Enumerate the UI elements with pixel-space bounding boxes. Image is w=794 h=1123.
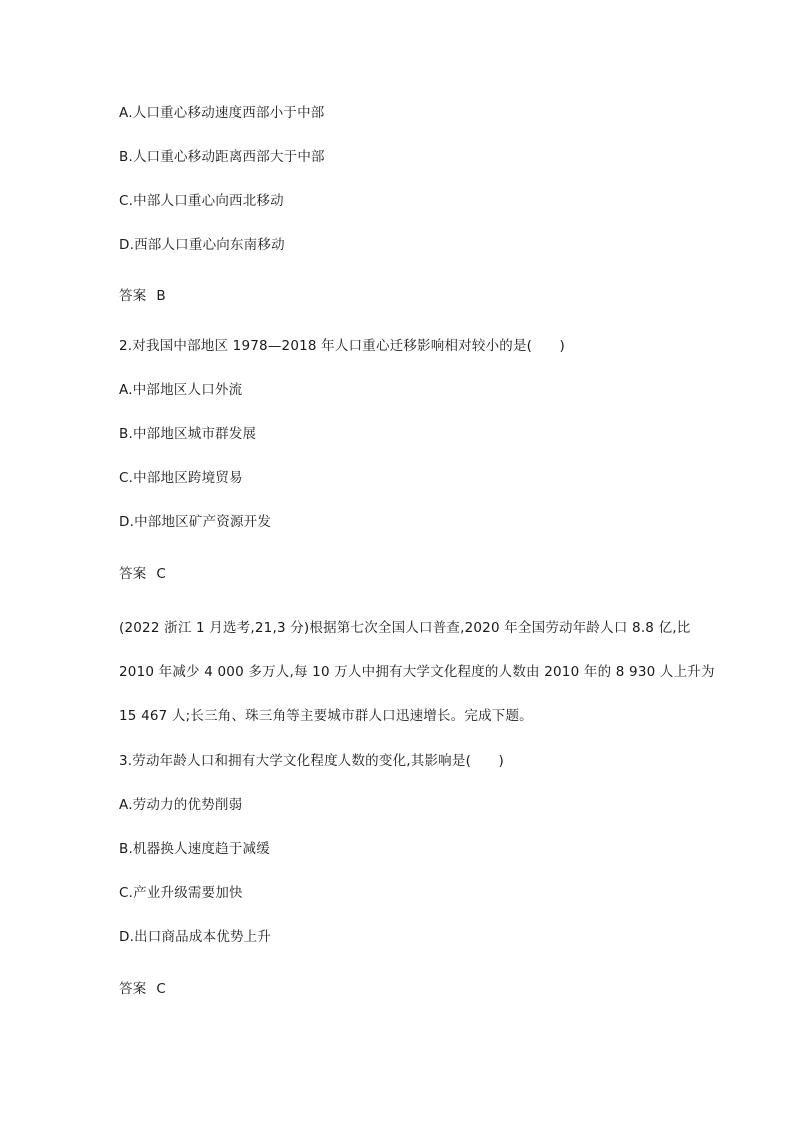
q2-option-b: B.中部地区城市群发展 bbox=[119, 426, 257, 442]
material-line: 2010 年减少 4 000 多万人,每 10 万人中拥有大学文化程度的人数由 2010 年的 8 930 人上升为 bbox=[119, 664, 715, 680]
answer-value: B bbox=[156, 288, 166, 304]
material-line: 15 467 人;长三角、珠三角等主要城市群人口迅速增长。完成下题。 bbox=[119, 708, 533, 724]
q3-option-a: A.劳动力的优势削弱 bbox=[119, 797, 243, 813]
q1-option-c: C.中部人口重心向西北移动 bbox=[119, 193, 284, 209]
q2-stem: 2.对我国中部地区 1978—2018 年人口重心迁移影响相对较小的是( ) bbox=[119, 338, 566, 354]
q2-option-a: A.中部地区人口外流 bbox=[119, 382, 243, 398]
q3-option-c: C.产业升级需要加快 bbox=[119, 885, 243, 901]
q2-option-c: C.中部地区跨境贸易 bbox=[119, 470, 243, 486]
material-paragraph bbox=[119, 619, 715, 725]
answer-label: 答案 bbox=[119, 566, 147, 582]
q3-option-b: B.机器换人速度趋于减缓 bbox=[119, 841, 270, 857]
material-line: (2022 浙江 1 月选考,21,3 分)根据第七次全国人口普查,2020 年全国劳动年龄人口 8.8 亿,比 bbox=[119, 620, 691, 636]
q3-stem: 3.劳动年龄人口和拥有大学文化程度人数的变化,其影响是( ) bbox=[119, 753, 504, 769]
q3-answer bbox=[119, 980, 166, 998]
q2-option-d: D.中部地区矿产资源开发 bbox=[119, 514, 272, 530]
answer-value: C bbox=[156, 981, 167, 997]
q1-option-d: D.西部人口重心向东南移动 bbox=[119, 237, 285, 253]
q1-answer bbox=[119, 287, 166, 305]
answer-label: 答案 bbox=[119, 288, 147, 304]
q1-option-b: B.人口重心移动距离西部大于中部 bbox=[119, 149, 325, 165]
q3-option-d: D.出口商品成本优势上升 bbox=[119, 929, 272, 945]
answer-label: 答案 bbox=[119, 981, 147, 997]
q2-answer bbox=[119, 565, 166, 583]
answer-value: C bbox=[156, 566, 167, 582]
q1-option-a: A.人口重心移动速度西部小于中部 bbox=[119, 105, 325, 121]
